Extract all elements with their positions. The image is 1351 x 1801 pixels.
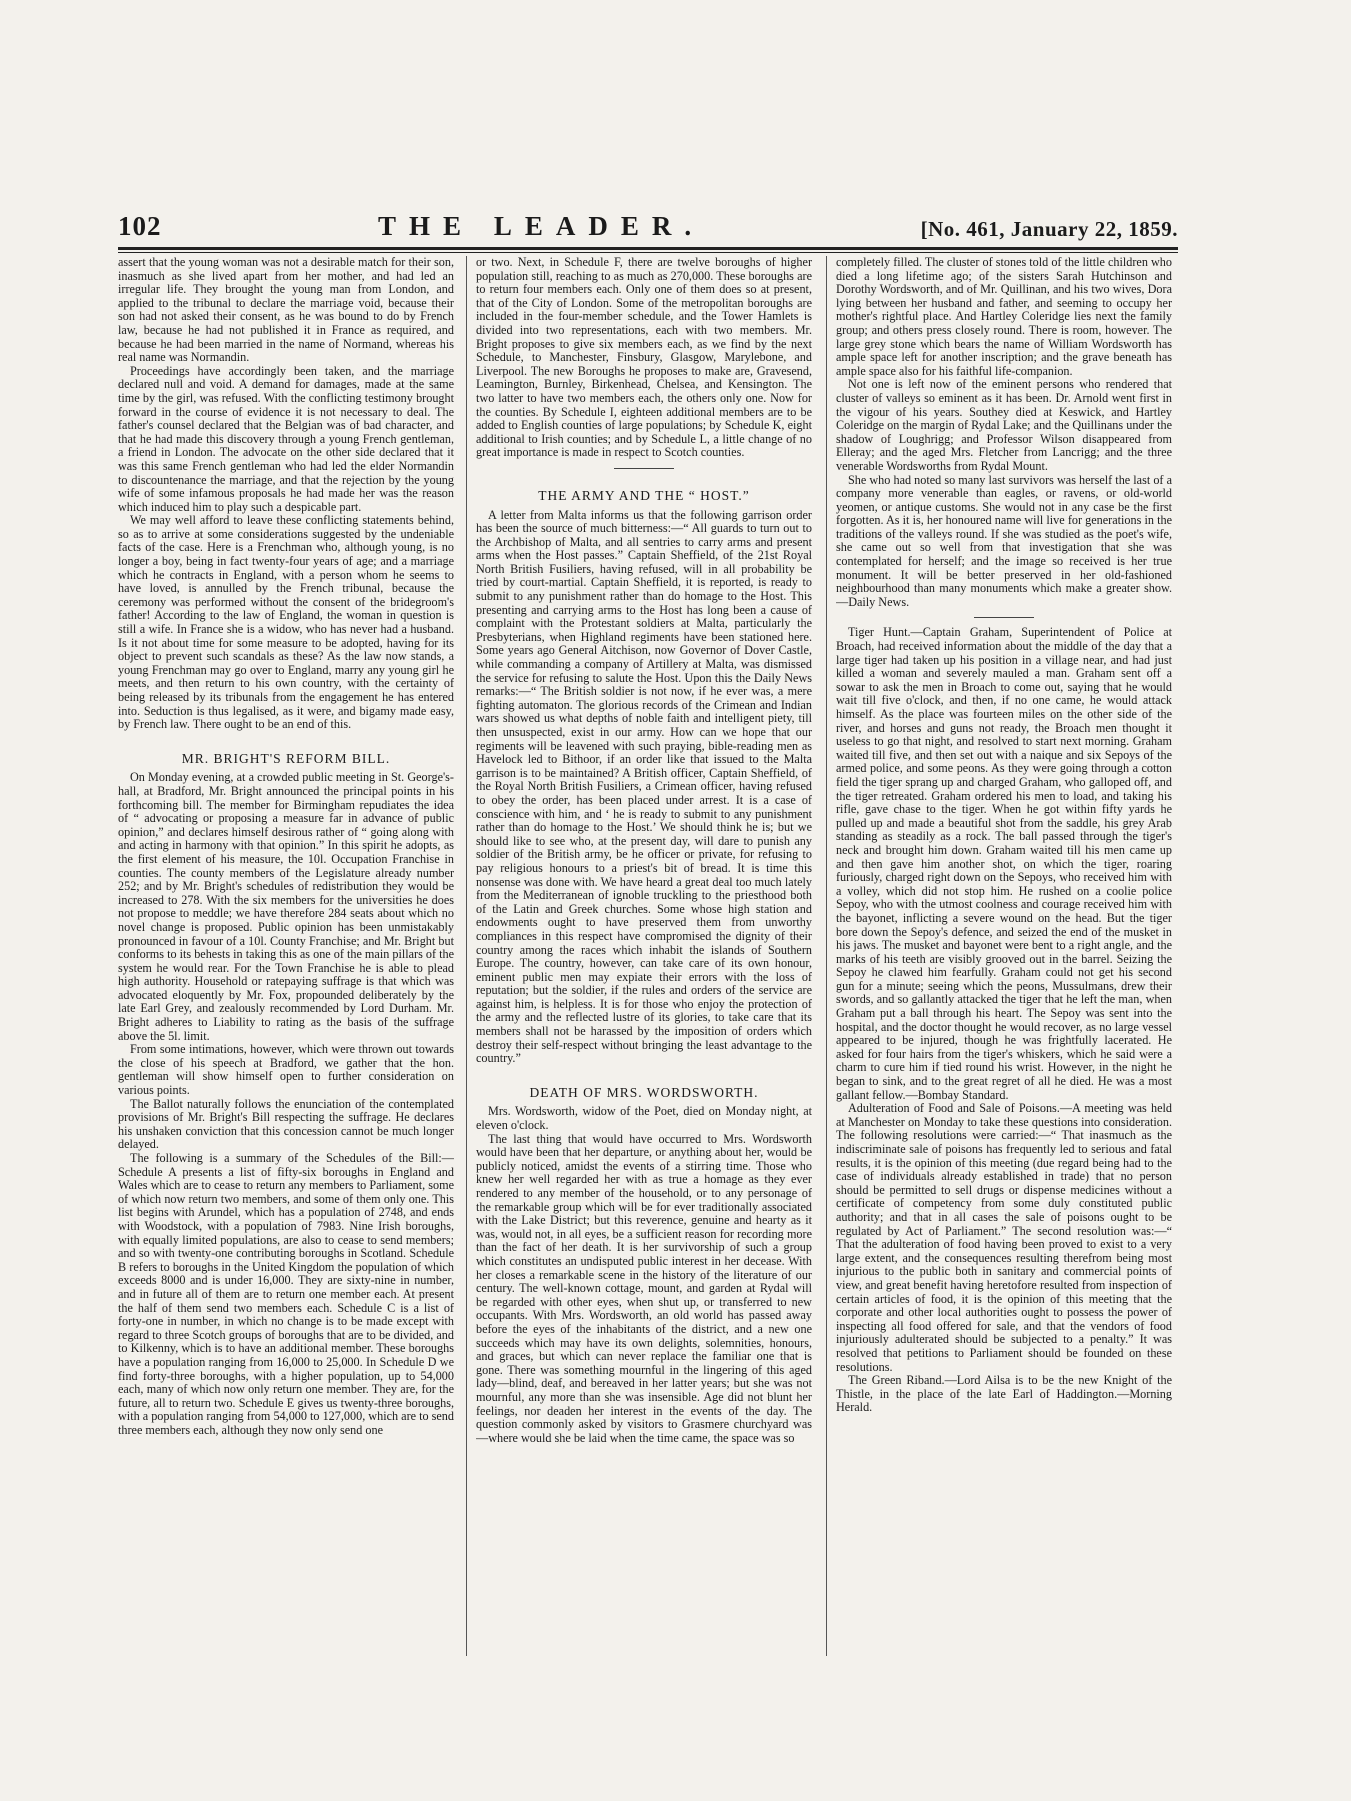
- header-rule: [118, 247, 1178, 250]
- page-number: 102: [118, 211, 162, 241]
- header-rule-thin: [118, 252, 1178, 253]
- paragraph: Mrs. Wordsworth, widow of the Poet, died on Monday night, at eleven o'clock.: [476, 1104, 812, 1133]
- paragraph: We may well afford to leave these conflicting statements behind, so as to arrive at some considerations suggested by the undeniable facts of the case. Here is a Frenchman who, although young, is no longer a boy, being in fact twenty-four years of age; and a marriage which he contracts in England, with a person whom he seems to have loved, is annulled by the French tribunal, because the ceremony was performed without the consent of the bridegroom's father! According to the law of England, the woman in question is still a wife. In France she is a widow, who has never had a husband. Is it not about time for some measure to be adopted, having for its object to prevent such scandals as these? As the law now stands, a young Frenchman may go over to England, marry any young girl he meets, and then return to his own country, with the certainty of being released by its tribunals from the engagement he has entered into. Seduction is thus legalised, as it were, and bigamy made easy, by French law. There ought to be an end of this.: [118, 513, 454, 732]
- paragraph: The following is a summary of the Schedules of the Bill:—Schedule A presents a list of fifty-six boroughs in England and Wales which are to cease to return any members to Parliament, some of which now return two members, and some of them only one. This list begins with Arundel, which has a population of 2748, and ends with Woodstock, with a population of 7983. Nine Irish boroughs, with equally limited populations, are also to cease to send members; and so with twenty-one contributing boroughs in Scotland. Schedule B refers to boroughs in the United Kingdom the population of which exceeds 8000 and is under 16,000. They are sixty-nine in number, and in future all of them are to return one member each. At present the half of them send two members each. Schedule C is a list of forty-one in number, in which no change is to be made except with regard to three Scotch groups of boroughs that are to be divided, and to Kilkenny, which is to have an additional member. These boroughs have a population ranging from 16,000 to 25,000. In Schedule D we find forty-three boroughs, with a higher population, up to 54,000 each, many of which now only return one member. They are, for the future, all to return two. Schedule E gives us twenty-three boroughs, with a population ranging from 54,000 to 127,000, which are to send three members each, although they now only send one: [118, 1151, 454, 1437]
- article-heading-wordsworth: DEATH OF MRS. WORDSWORTH.: [529, 1084, 759, 1100]
- paragraph: The Ballot naturally follows the enunciation of the contemplated provisions of Mr. Bright's Bill respecting the suffrage. He declares his unshaken conviction that this concession cannot be much longer delayed.: [118, 1096, 454, 1152]
- paragraph: Adulteration of Food and Sale of Poisons.—A meeting was held at Manchester on Monday to take these questions into consideration. The following resolutions were carried:—“ That inasmuch as the indiscriminate sale of poisons has frequently led to serious and fatal results, it is the opinion of this meeting (due regard being had to the case of individuals already established in trade) that no person should be permitted to sell drugs or dispense medicines without a certificate of competency from some duly constituted public authority; and that in all cases the sale of poisons ought to be regulated by Act of Parliament.” The second resolution was:—“ That the adulteration of food having been proved to exist to a very large extent, and the consequences resulting therefrom being most injurious to the public both in sanitary and commercial points of view, and great benefit having heretofore resulted from inspection of certain articles of food, it is the opinion of this meeting that the corporate and other local authorities ought to possess the power of inspecting all food offered for sale, and that the vendors of food injuriously adulterated should be subjected to a penalty.” It was resolved that petitions to Parliament should be founded on these resolutions.: [836, 1101, 1172, 1374]
- section-rule: [614, 468, 674, 469]
- column-1: [118, 256, 454, 1656]
- paragraph: Tiger Hunt.—Captain Graham, Superintendent of Police at Broach, had received information about the middle of the day that a large tiger had taken up his position in a village near, and had just killed a woman and severely mauled a man. Graham sent off a sowar to ask the men in Broach to come out, saying that he would wait till five o'clock, and then, if no one came, he would attack himself. As the place was fourteen miles on the other side of the river, and horses and guns not ready, the Broach men thought it useless to go that night, and resolved to start next morning. Graham waited till five, and then set out with a naique and six Sepoys of the armed police, and some peons. As they were going through a cotton field the tiger sprang up and charged Graham, who galloped off, and the tiger retreated. Graham ordered his men to load, and taking his rifle, gave chase to the tiger. When he got within fifty yards he pulled up and made a beautiful shot from the saddle, his grey Arab standing as steadily as a rock. The ball passed through the tiger's neck and brought him down. Graham waited till his men came up and then gave him another shot, on which the tiger, roaring furiously, charged right down on the Sepoys, who received him with a volley, which did not stop him. He rushed on a coolie police Sepoy, who with the utmost coolness and courage received him with the bayonet, inflicting a severe wound on the head. But the tiger bore down the Sepoy's defence, and seized the end of the musket in his jaws. The musket and bayonet were bent to a right angle, and the marks of his teeth are visibly grooved out in the barrel. Seizing the Sepoy he clawed him fearfully. Graham could not get his second gun for a minute; seeing which the peons, Mussulmans, drew their swords, and so gallantly attacked the tiger that he left the man, when Graham put a ball through his heart. The Sepoy was sent into the hospital, and the doctor thought he would recover, as no large vessel appeared to be injured, though he was frightfully lacerated. He asked for four hairs from the tiger's whiskers, which he said were a charm to cure him if tied round his wrist. However, in the night he began to sink, and to the great regret of all he died. He was a most gallant fellow.—Bombay Standard.: [836, 625, 1172, 1102]
- paragraph: assert that the young woman was not a desirable match for their son, inasmuch as she lived apart from her mother, and had led an irregular life. They brought the young man from London, and applied to the tribunal to declare the marriage void, because their son had not asked their consent, as he was bound to do by French law, because he had not published it in France as required, and because he had been married in the name of Normand, whereas his real name was Normandin.: [118, 256, 454, 365]
- column-3: [836, 256, 1172, 1656]
- paragraph: From some intimations, however, which were thrown out towards the close of his speech at Bradford, we gather that the hon. gentleman will show himself open to further consideration on various points.: [118, 1042, 454, 1098]
- paragraph: Proceedings have accordingly been taken, and the marriage declared null and void. A demand for damages, made at the same time by the girl, was refused. With the conflicting testimony brought forward in the course of evidence it is not necessary to deal. The father's counsel declared that the Belgian was of bad character, and that he had made this discovery through a young French gentleman, a friend in London. The advocate on the other side declared that it was this same French gentleman who had led the elder Normandin to discountenance the marriage, and that the rejection by the young wife of some infamous proposals he had made her was the reason which induced him to play such a despicable part.: [118, 363, 454, 514]
- paragraph: Not one is left now of the eminent persons who rendered that cluster of valleys so eminent as it has been. Dr. Arnold went first in the vigour of his years. Southey died at Keswick, and Hartley Coleridge on the margin of Rydal Lake; and the Quillinans under the shadow of Loughrigg; and Professor Wilson disappeared from Elleray; and the aged Mrs. Fletcher from Lancrigg; and the three venerable Wordsworths from Rydal Mount.: [836, 377, 1172, 473]
- paragraph: A letter from Malta informs us that the following garrison order has been the source of much bitterness:—“ All guards to turn out to the Archbishop of Malta, and all sentries to carry arms and present arms when the Host passes.” Captain Sheffield, of the 21st Royal North British Fusiliers, having refused, will in all probability be tried by court-martial. Captain Sheffield, it is reported, is ready to submit to any punishment rather than do homage to the Host. This presenting and carrying arms to the Host has long been a cause of complaint with the Protestant soldiers at Malta, particularly the Presbyterians, when Highland regiments have been stationed here. Some years ago General Aitchison, now Governor of Dover Castle, while commanding a company of Artillery at Malta, was dismissed the service for refusing to salute the Host. Upon this the Daily News remarks:—“ The British soldier is not now, if he ever was, a mere fighting automaton. The glorious records of the Crimean and Indian wars showed us what depths of noble faith and intelligent piety, till then unsuspected, exist in our army. How can we hope that our regiments will be leavened with such praying, bible-reading men as Havelock led to Bithoor, if an order like that issued to the Malta garrison is to be maintained? A British officer, Captain Sheffield, of the Royal North British Fusiliers, a Crimean officer, having refused to obey the order, has been placed under arrest. It is a case of conscience with him, and ‘ he is ready to submit to any punishment rather than do homage to the Host.’ We should think he is; but we should like to see who, at the present day, will dare to punish any soldier of the British army, be he officer or private, for refusing to pay religious honours to a priest's bit of bread. It is time this nonsense was done with. We have heard a great deal too much lately from the Mediterranean of ignoble truckling to the priesthood both of the Latin and Greek churches. Some whose high station and endowments ought to have preserved them from unworthy compliances in this respect have compromised the dignity of their country among the races which inhabit the islands of Southern Europe. The country, however, can take care of its own honour, eminent public men may expiate their errors with the loss of reputation; but the soldier, if the rules and orders of the service are against him, is helpless. It is for those who enjoy the protection of the army and the reflected lustre of its glories, to take care that its members shall not be harassed by the imposition of orders which destroy their self-respect without bringing the least advantage to the country.”: [476, 507, 812, 1066]
- paragraph: completely filled. The cluster of stones told of the little children who died a long lifetime ago; of the sisters Sarah Hutchinson and Dorothy Wordsworth, and of Mr. Quillinan, and his two wives, Dora lying between her husband and father, and seeming to occupy her mother's rightful place. And Hartley Coleridge lies next the family group; and others press closely round. There is room, however. The large grey stone which bears the name of William Wordsworth has ample space left for another inscription; and the grave beneath has ample space also for his faithful life-companion.: [836, 256, 1172, 378]
- article-heading-reform-bill: MR. BRIGHT'S REFORM BILL.: [181, 750, 391, 766]
- column-2: [476, 256, 812, 1656]
- paragraph: The Green Riband.—Lord Ailsa is to be the new Knight of the Thistle, in the place of the late Earl of Haddington.—Morning Herald.: [836, 1373, 1172, 1415]
- issue-date: [No. 461, January 22, 1859.: [920, 217, 1178, 241]
- paragraph: She who had noted so many last survivors was herself the last of a company more venerable than eagles, or ravens, or old-world yeomen, or antique customs. She would not in any case be the first forgotten. As it is, her honoured name will live for generations in the traditions of the valleys round. If she was studied as the poet's wife, she came out so well from that investigation that she was contemplated for herself; and the image so received is her true monument. It will be better preserved in her old-fashioned neighbourhood than many monuments which make a greater show.—Daily News.: [836, 472, 1172, 609]
- paragraph: The last thing that would have occurred to Mrs. Wordsworth would have been that her departure, or anything about her, would be publicly noticed, amidst the events of a stirring time. Those who knew her well regarded her with as true a homage as they ever rendered to any member of the household, or to any personage of the remarkable group which will be for ever traditionally associated with the Lake District; but this reverence, genuine and hearty as it was, would not, in all eyes, be a sufficient reason for recording more than the fact of her death. It is her survivorship of such a group which constitutes an undisputed public interest in her decease. With her closes a remarkable scene in the history of the literature of our century. The well-known cottage, mount, and garden at Rydal will be regarded with other eyes, when shut up, or transferred to new occupants. With Mrs. Wordsworth, an old world has passed away before the eyes of the inhabitants of the district, and a new one succeeds which may have its own delights, solemnities, honours, and graces, but which can never replace the familiar one that is gone. There was something mournful in the lingering of this aged lady—blind, deaf, and bereaved in her latter years; but she was not mournful, any more than she was insensible. Age did not blunt her feelings, nor deaden her interest in the events of the day. The question commonly asked by visitors to Grasmere churchyard was—where would she be laid when the time came, the space was so: [476, 1131, 812, 1445]
- column-divider: [826, 256, 827, 1656]
- paper-title: THE LEADER.: [378, 211, 705, 241]
- column-divider: [466, 256, 467, 1656]
- section-rule: [974, 617, 1034, 618]
- masthead: [118, 200, 1178, 242]
- paragraph: On Monday evening, at a crowded public meeting in St. George's-hall, at Bradford, Mr. Bright announced the principal points in his forthcoming bill. The member for Birmingham repudiates the idea of “ advocating or proposing a measure far in advance of public opinion,” and declares himself desirous rather of “ going along with and acting in harmony with that opinion.” In this spirit he adopts, as the first element of his measure, the 10l. Occupation Franchise in counties. The county members of the Legislature already number 252; and by Mr. Bright's schedules of redistribution they would be increased to 278. With the six members for the universities he does not propose to meddle; we have therefore 284 seats about which no novel change is proposed. Public opinion has been unmistakably pronounced in favour of a 10l. County Franchise; and Mr. Bright but conforms to its behests in taking this as one of the main pillars of the system he would rear. For the Town Franchise he is able to plead high authority. Household or ratepaying suffrage is that which was advocated eloquently by Mr. Fox, propounded deliberately by the late Earl Grey, and zealously recommended by Lord Durham. Mr. Bright adheres to Liability to rating as the basis of the suffrage above the 5l. limit.: [118, 770, 454, 1043]
- article-heading-army-host: THE ARMY AND THE “ HOST.”: [538, 487, 750, 503]
- paragraph: or two. Next, in Schedule F, there are twelve boroughs of higher population still, reaching to as much as 270,000. These boroughs are to return four members each. Only one of them does so at present, that of the City of London. Some of the metropolitan boroughs are included in the four-member schedule, and the Tower Hamlets is divided into two representations, each with two members. Mr. Bright proposes to give six members each, as we find by the next Schedule, to Manchester, Finsbury, Glasgow, Marylebone, and Liverpool. The new Boroughs he proposes to make are, Gravesend, Leamington, Burnley, Birkenhead, Chelsea, and Kensington. The two latter to have two members each, the others only one. Now for the counties. By Schedule I, eighteen additional members are to be added to English counties of large populations; by Schedule K, eight additional to Irish counties; and by Schedule L, a little change of no great importance is made in respect to Scotch counties.: [476, 256, 812, 460]
